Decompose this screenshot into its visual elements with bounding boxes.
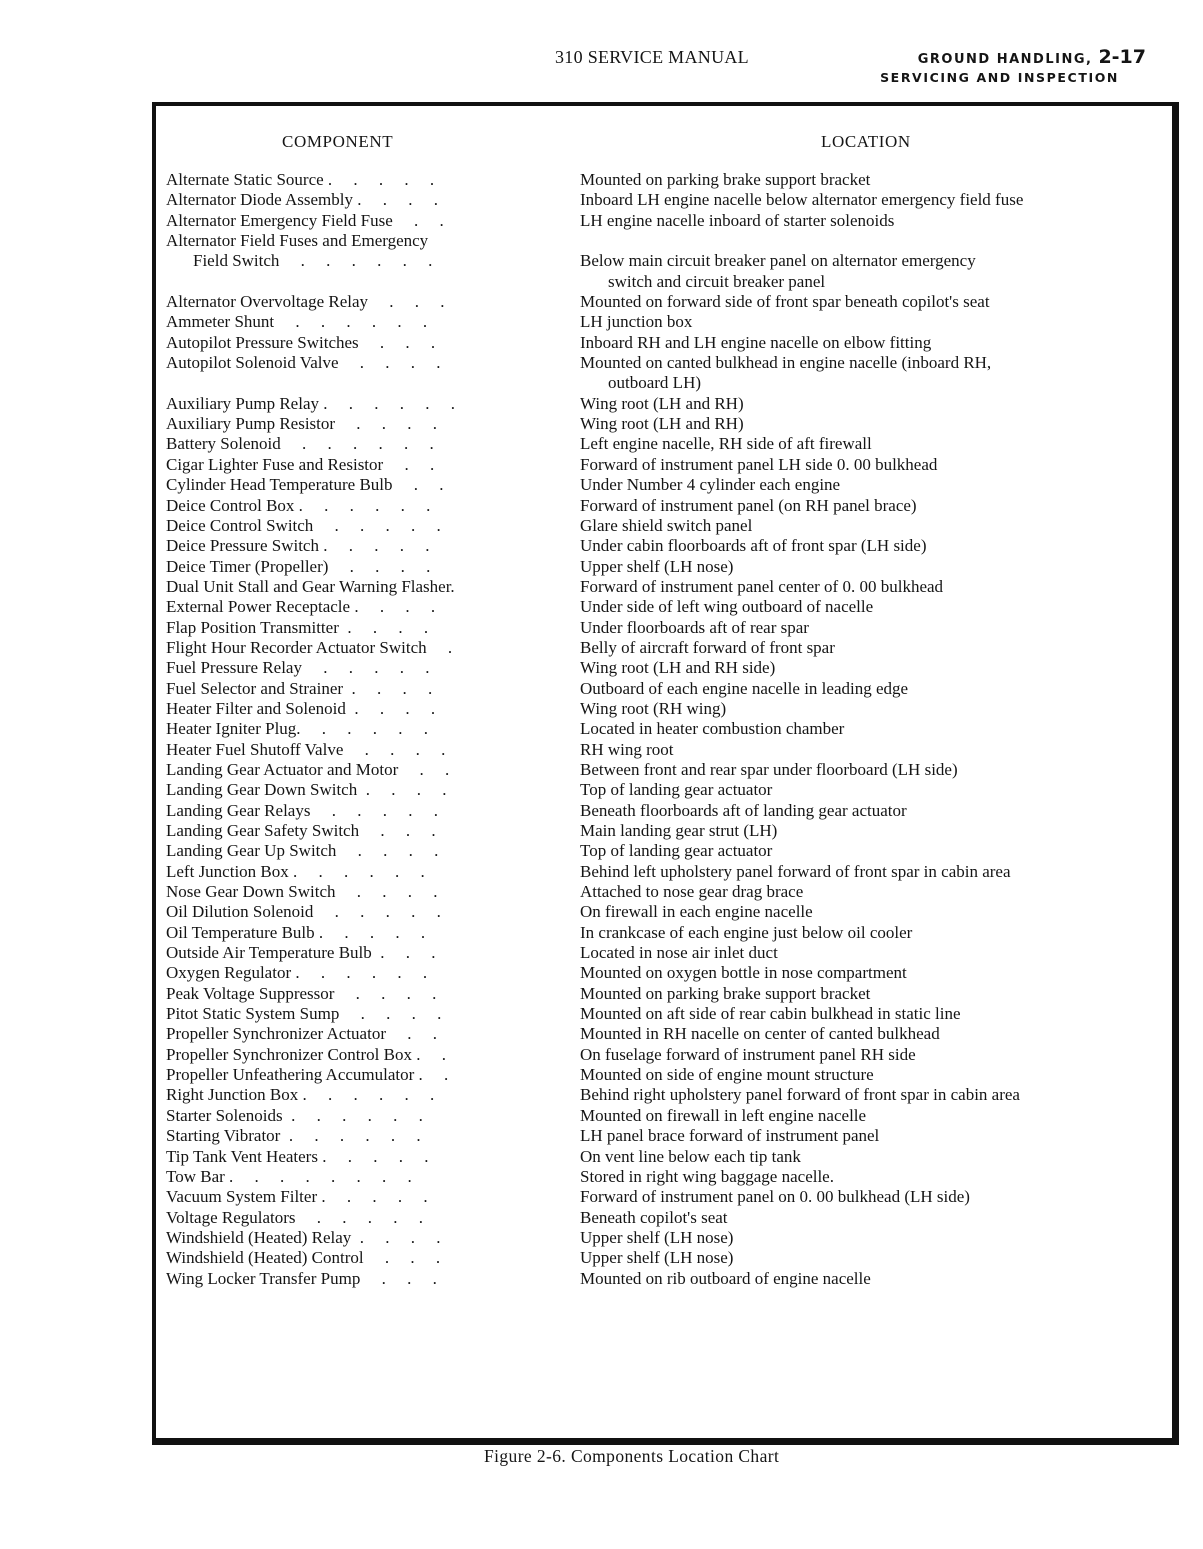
- location-line: LH junction box: [580, 312, 693, 332]
- location-line: Beneath floorboards aft of landing gear actuator: [580, 800, 907, 820]
- component-location: [580, 557, 1166, 577]
- component-location: [580, 353, 1166, 394]
- component-location: [580, 170, 1166, 190]
- component-name: Alternate Static Source . . . . .: [166, 170, 435, 189]
- component-location: [580, 475, 1166, 495]
- table-row: [166, 1024, 1166, 1044]
- location-line: Upper shelf (LH nose): [580, 556, 734, 576]
- component-location: [580, 1065, 1166, 1085]
- table-row: [166, 1065, 1166, 1085]
- component-name: Vacuum System Filter . . . . .: [166, 1187, 428, 1207]
- table-row: [166, 618, 1166, 638]
- component-name: Fuel Pressure Relay . . . . .: [166, 658, 430, 678]
- table-row: [166, 658, 1166, 678]
- component-location: [580, 821, 1166, 841]
- component-location: [580, 862, 1166, 882]
- component-name: Landing Gear Down Switch . . . .: [166, 780, 447, 800]
- component-location: [580, 902, 1166, 922]
- location-line: Top of landing gear actuator: [580, 780, 773, 800]
- location-line: Forward of instrument panel LH side 0. 00 bulkhead: [580, 454, 938, 474]
- table-row: [166, 679, 1166, 699]
- table-row: [166, 963, 1166, 983]
- table-row: [166, 1147, 1166, 1167]
- table-row: [166, 516, 1166, 536]
- location-line: Forward of instrument panel center of 0. 00 bulkhead: [580, 576, 944, 596]
- location-line: Left engine nacelle, RH side of aft firewall: [580, 434, 872, 454]
- location-line: Beneath copilot's seat: [580, 1207, 728, 1227]
- table-row: [166, 1106, 1166, 1126]
- location-line: Under floorboards aft of rear spar: [580, 617, 809, 637]
- location-line: Mounted on parking brake support bracket: [580, 170, 871, 189]
- component-name: Deice Control Box . . . . . .: [166, 495, 431, 515]
- component-location: [580, 1147, 1166, 1167]
- component-name: Dual Unit Stall and Gear Warning Flasher.: [166, 576, 455, 596]
- component-location: [580, 1187, 1166, 1207]
- location-line: Mounted on forward side of front spar beneath copilot's seat: [580, 292, 990, 312]
- location-line: Belly of aircraft forward of front spar: [580, 637, 835, 657]
- location-line: Main landing gear strut (LH): [580, 821, 778, 840]
- component-name: Starting Vibrator . . . . . .: [166, 1126, 421, 1146]
- location-column-header: LOCATION: [821, 132, 911, 151]
- component-name: Left Junction Box . . . . . .: [166, 861, 425, 881]
- location-line: Wing root (LH and RH): [580, 414, 744, 434]
- component-location: [580, 1045, 1166, 1065]
- component-location: [580, 1004, 1166, 1024]
- table-row: [166, 780, 1166, 800]
- component-name: Oil Dilution Solenoid . . . . .: [166, 902, 441, 922]
- component-location: [580, 658, 1166, 678]
- component-location: [580, 1248, 1166, 1268]
- component-name: Ammeter Shunt . . . . . .: [166, 312, 428, 332]
- table-row: [166, 1248, 1166, 1268]
- table-row: [166, 719, 1166, 739]
- component-name: Flap Position Transmitter . . . .: [166, 617, 429, 637]
- component-name-line: Alternator Field Fuses and Emergency: [166, 231, 429, 251]
- location-line: Mounted on canted bulkhead in engine nacelle (inboard RH,: [580, 353, 992, 373]
- location-line: Mounted on firewall in left engine nacelle: [580, 1105, 867, 1125]
- component-location: [580, 414, 1166, 434]
- component-location: [580, 1085, 1166, 1105]
- location-line: Mounted on side of engine mount structure: [580, 1065, 874, 1085]
- location-line: Upper shelf (LH nose): [580, 1227, 734, 1247]
- location-line: On vent line below each tip tank: [580, 1146, 801, 1166]
- table-row: [166, 292, 1166, 312]
- table-row: [166, 760, 1166, 780]
- component-name: Oil Temperature Bulb . . . . .: [166, 922, 426, 942]
- component-name: Heater Filter and Solenoid . . . .: [166, 698, 436, 718]
- component-location: [580, 211, 1166, 231]
- component-location: [580, 760, 1166, 780]
- component-name: Auxiliary Pump Relay . . . . . .: [166, 393, 455, 413]
- page-number: 2-17: [1098, 46, 1146, 68]
- component-location: [580, 923, 1166, 943]
- location-line: On firewall in each engine nacelle: [580, 902, 813, 922]
- location-line: outboard LH): [608, 373, 702, 393]
- location-line: Mounted in RH nacelle on center of canted bulkhead: [580, 1024, 940, 1044]
- component-name: Alternator Overvoltage Relay . . .: [166, 292, 445, 312]
- component-location: [580, 699, 1166, 719]
- component-column-header: COMPONENT: [282, 132, 394, 151]
- component-name: Deice Pressure Switch . . . . .: [166, 536, 430, 556]
- component-name: Right Junction Box . . . . . .: [166, 1085, 435, 1105]
- location-line: Wing root (RH wing): [580, 698, 727, 718]
- table-row: [166, 902, 1166, 922]
- component-location: [580, 1208, 1166, 1228]
- component-name: Propeller Synchronizer Actuator . .: [166, 1024, 437, 1044]
- table-row: [166, 1187, 1166, 1207]
- location-line: switch and circuit breaker panel: [608, 271, 826, 291]
- component-location: [580, 638, 1166, 658]
- component-location: [580, 1126, 1166, 1146]
- component-name: Oxygen Regulator . . . . . .: [166, 963, 428, 983]
- component-name: Tip Tank Vent Heaters . . . . .: [166, 1146, 429, 1166]
- table-row: [166, 801, 1166, 821]
- location-line: Under cabin floorboards aft of front spar (LH side): [580, 536, 927, 556]
- component-name: Nose Gear Down Switch . . . .: [166, 882, 438, 902]
- location-line: Glare shield switch panel: [580, 515, 753, 535]
- component-location: [580, 536, 1166, 556]
- section-header: [918, 46, 1146, 68]
- table-row: [166, 699, 1166, 719]
- component-location: [580, 1269, 1166, 1289]
- component-name-line: Field Switch . . . . . .: [193, 251, 433, 271]
- component-location: [580, 943, 1166, 963]
- location-line: Top of landing gear actuator: [580, 841, 773, 861]
- component-location: [580, 394, 1166, 414]
- location-line: Under Number 4 cylinder each engine: [580, 475, 841, 495]
- location-line: Outboard of each engine nacelle in leading edge: [580, 678, 909, 698]
- component-name: [166, 231, 432, 272]
- table-row: [166, 170, 1166, 190]
- component-name: Auxiliary Pump Resistor . . . .: [166, 414, 438, 434]
- table-row: [166, 1269, 1166, 1289]
- location-line: Wing root (LH and RH side): [580, 658, 776, 678]
- location-line: Below main circuit breaker panel on alternator emergency: [580, 251, 976, 271]
- table-row: [166, 414, 1166, 434]
- component-name: Landing Gear Relays . . . . .: [166, 800, 438, 820]
- location-line: LH panel brace forward of instrument panel: [580, 1126, 880, 1146]
- component-name: Landing Gear Safety Switch . . .: [166, 821, 436, 840]
- component-location: [580, 312, 1166, 332]
- component-name: Alternator Emergency Field Fuse . .: [166, 210, 444, 230]
- component-name: Pitot Static System Sump . . . .: [166, 1004, 442, 1024]
- component-location: [580, 455, 1166, 475]
- table-row: [166, 1126, 1166, 1146]
- table-row: [166, 353, 1166, 394]
- section-title: GROUND HANDLING,: [917, 52, 1093, 67]
- table-row: [166, 1085, 1166, 1105]
- table-row: [166, 638, 1166, 658]
- component-location: [580, 597, 1166, 617]
- component-name: Flight Hour Recorder Actuator Switch .: [166, 637, 453, 657]
- component-location: [580, 1228, 1166, 1248]
- subsection-title: SERVICING AND INSPECTION: [880, 70, 1119, 85]
- table-row: [166, 862, 1166, 882]
- table-row: [166, 434, 1166, 454]
- table-row: [166, 821, 1166, 841]
- table-row: [166, 1045, 1166, 1065]
- table-row: [166, 496, 1166, 516]
- component-location: [580, 1106, 1166, 1126]
- location-line: LH engine nacelle inboard of starter solenoids: [580, 210, 895, 230]
- component-location: [580, 1167, 1166, 1187]
- location-line: Stored in right wing baggage nacelle.: [580, 1166, 834, 1186]
- component-location: [580, 780, 1166, 800]
- component-name: Fuel Selector and Strainer . . . .: [166, 678, 433, 698]
- component-name: Autopilot Solenoid Valve . . . .: [166, 353, 441, 373]
- component-location: [580, 434, 1166, 454]
- location-line: Behind left upholstery panel forward of front spar in cabin area: [580, 861, 1011, 881]
- location-line: Mounted on oxygen bottle in nose compartment: [580, 963, 907, 983]
- location-line: Mounted on aft side of rear cabin bulkhead in static line: [580, 1004, 961, 1024]
- component-location: [580, 841, 1166, 861]
- location-line: Forward of instrument panel on 0. 00 bulkhead (LH side): [580, 1187, 970, 1207]
- component-name: Deice Timer (Propeller) . . . .: [166, 556, 431, 576]
- component-name: Cigar Lighter Fuse and Resistor . .: [166, 454, 435, 474]
- component-location: [580, 577, 1166, 597]
- table-row: [166, 577, 1166, 597]
- component-name: External Power Receptacle . . . .: [166, 597, 436, 617]
- location-line: Mounted on rib outboard of engine nacelle: [580, 1268, 871, 1288]
- location-line: Inboard LH engine nacelle below alternator emergency field fuse: [580, 190, 1024, 210]
- component-name: Propeller Unfeathering Accumulator . .: [166, 1065, 449, 1085]
- component-location: [580, 333, 1166, 353]
- table-row: [166, 841, 1166, 861]
- location-line: Under side of left wing outboard of nacelle: [580, 597, 874, 617]
- location-line: Located in heater combustion chamber: [580, 719, 845, 739]
- table-row: [166, 1228, 1166, 1248]
- component-location: [580, 882, 1166, 902]
- table-row: [166, 333, 1166, 353]
- component-location: [580, 679, 1166, 699]
- table-row: [166, 211, 1166, 231]
- table-row: [166, 455, 1166, 475]
- component-name: Heater Igniter Plug. . . . . .: [166, 719, 429, 739]
- component-name: Alternator Diode Assembly . . . .: [166, 190, 438, 210]
- location-line: Wing root (LH and RH): [580, 393, 744, 413]
- component-location: [580, 516, 1166, 536]
- table-row: [166, 231, 1166, 292]
- component-name: Battery Solenoid . . . . . .: [166, 434, 434, 454]
- location-line: Between front and rear spar under floorboard (LH side): [580, 759, 958, 779]
- component-location: [580, 292, 1166, 312]
- component-location: [580, 1024, 1166, 1044]
- component-name: Starter Solenoids . . . . . .: [166, 1105, 423, 1125]
- component-location: [580, 984, 1166, 1004]
- table-row: [166, 1167, 1166, 1187]
- location-line: Attached to nose gear drag brace: [580, 882, 804, 902]
- component-name: Cylinder Head Temperature Bulb . .: [166, 475, 444, 495]
- component-name: Landing Gear Actuator and Motor . .: [166, 759, 450, 779]
- component-name: Wing Locker Transfer Pump . . .: [166, 1268, 437, 1288]
- table-row: [166, 943, 1166, 963]
- table-row: [166, 536, 1166, 556]
- component-name: Windshield (Heated) Relay . . . .: [166, 1227, 441, 1247]
- location-line: Forward of instrument panel (on RH panel brace): [580, 495, 917, 515]
- table-row: [166, 190, 1166, 210]
- location-line: Upper shelf (LH nose): [580, 1248, 734, 1268]
- table-row: [166, 394, 1166, 414]
- component-name: Tow Bar . . . . . . . .: [166, 1166, 412, 1186]
- manual-title: 310 SERVICE MANUAL: [555, 47, 749, 67]
- component-location: [580, 801, 1166, 821]
- location-line: Behind right upholstery panel forward of front spar in cabin area: [580, 1085, 1020, 1105]
- table-row: [166, 1004, 1166, 1024]
- table-row: [166, 475, 1166, 495]
- component-name: Peak Voltage Suppressor . . . .: [166, 983, 437, 1003]
- component-name: Outside Air Temperature Bulb . . .: [166, 943, 436, 963]
- component-location: [580, 740, 1166, 760]
- component-location: [580, 231, 1166, 292]
- location-line: Inboard RH and LH engine nacelle on elbow fitting: [580, 332, 932, 352]
- figure-caption: Figure 2-6. Components Location Chart: [484, 1446, 780, 1466]
- table-row: [166, 312, 1166, 332]
- component-name: Voltage Regulators . . . . .: [166, 1207, 424, 1227]
- component-name: Heater Fuel Shutoff Valve . . . .: [166, 739, 446, 759]
- location-line: Mounted on parking brake support bracket: [580, 983, 871, 1003]
- location-line: [580, 231, 1166, 251]
- table-row: [166, 882, 1166, 902]
- component-name: Deice Control Switch . . . . .: [166, 515, 441, 535]
- table-row: [166, 984, 1166, 1004]
- component-location: [580, 496, 1166, 516]
- component-name: Landing Gear Up Switch . . . .: [166, 841, 439, 861]
- location-line: On fuselage forward of instrument panel RH side: [580, 1044, 916, 1064]
- table-row: [166, 557, 1166, 577]
- table-row: [166, 597, 1166, 617]
- components-location-table: [166, 170, 1166, 1289]
- component-location: [580, 190, 1166, 210]
- component-location: [580, 963, 1166, 983]
- component-location: [580, 618, 1166, 638]
- component-location: [580, 719, 1166, 739]
- table-row: [166, 923, 1166, 943]
- location-line: In crankcase of each engine just below oil cooler: [580, 922, 913, 942]
- component-name: Autopilot Pressure Switches . . .: [166, 332, 436, 352]
- component-name: Propeller Synchronizer Control Box . .: [166, 1044, 446, 1064]
- component-name: Windshield (Heated) Control . . .: [166, 1248, 441, 1268]
- table-row: [166, 1208, 1166, 1228]
- table-row: [166, 740, 1166, 760]
- location-line: RH wing root: [580, 739, 674, 759]
- location-line: Located in nose air inlet duct: [580, 943, 778, 963]
